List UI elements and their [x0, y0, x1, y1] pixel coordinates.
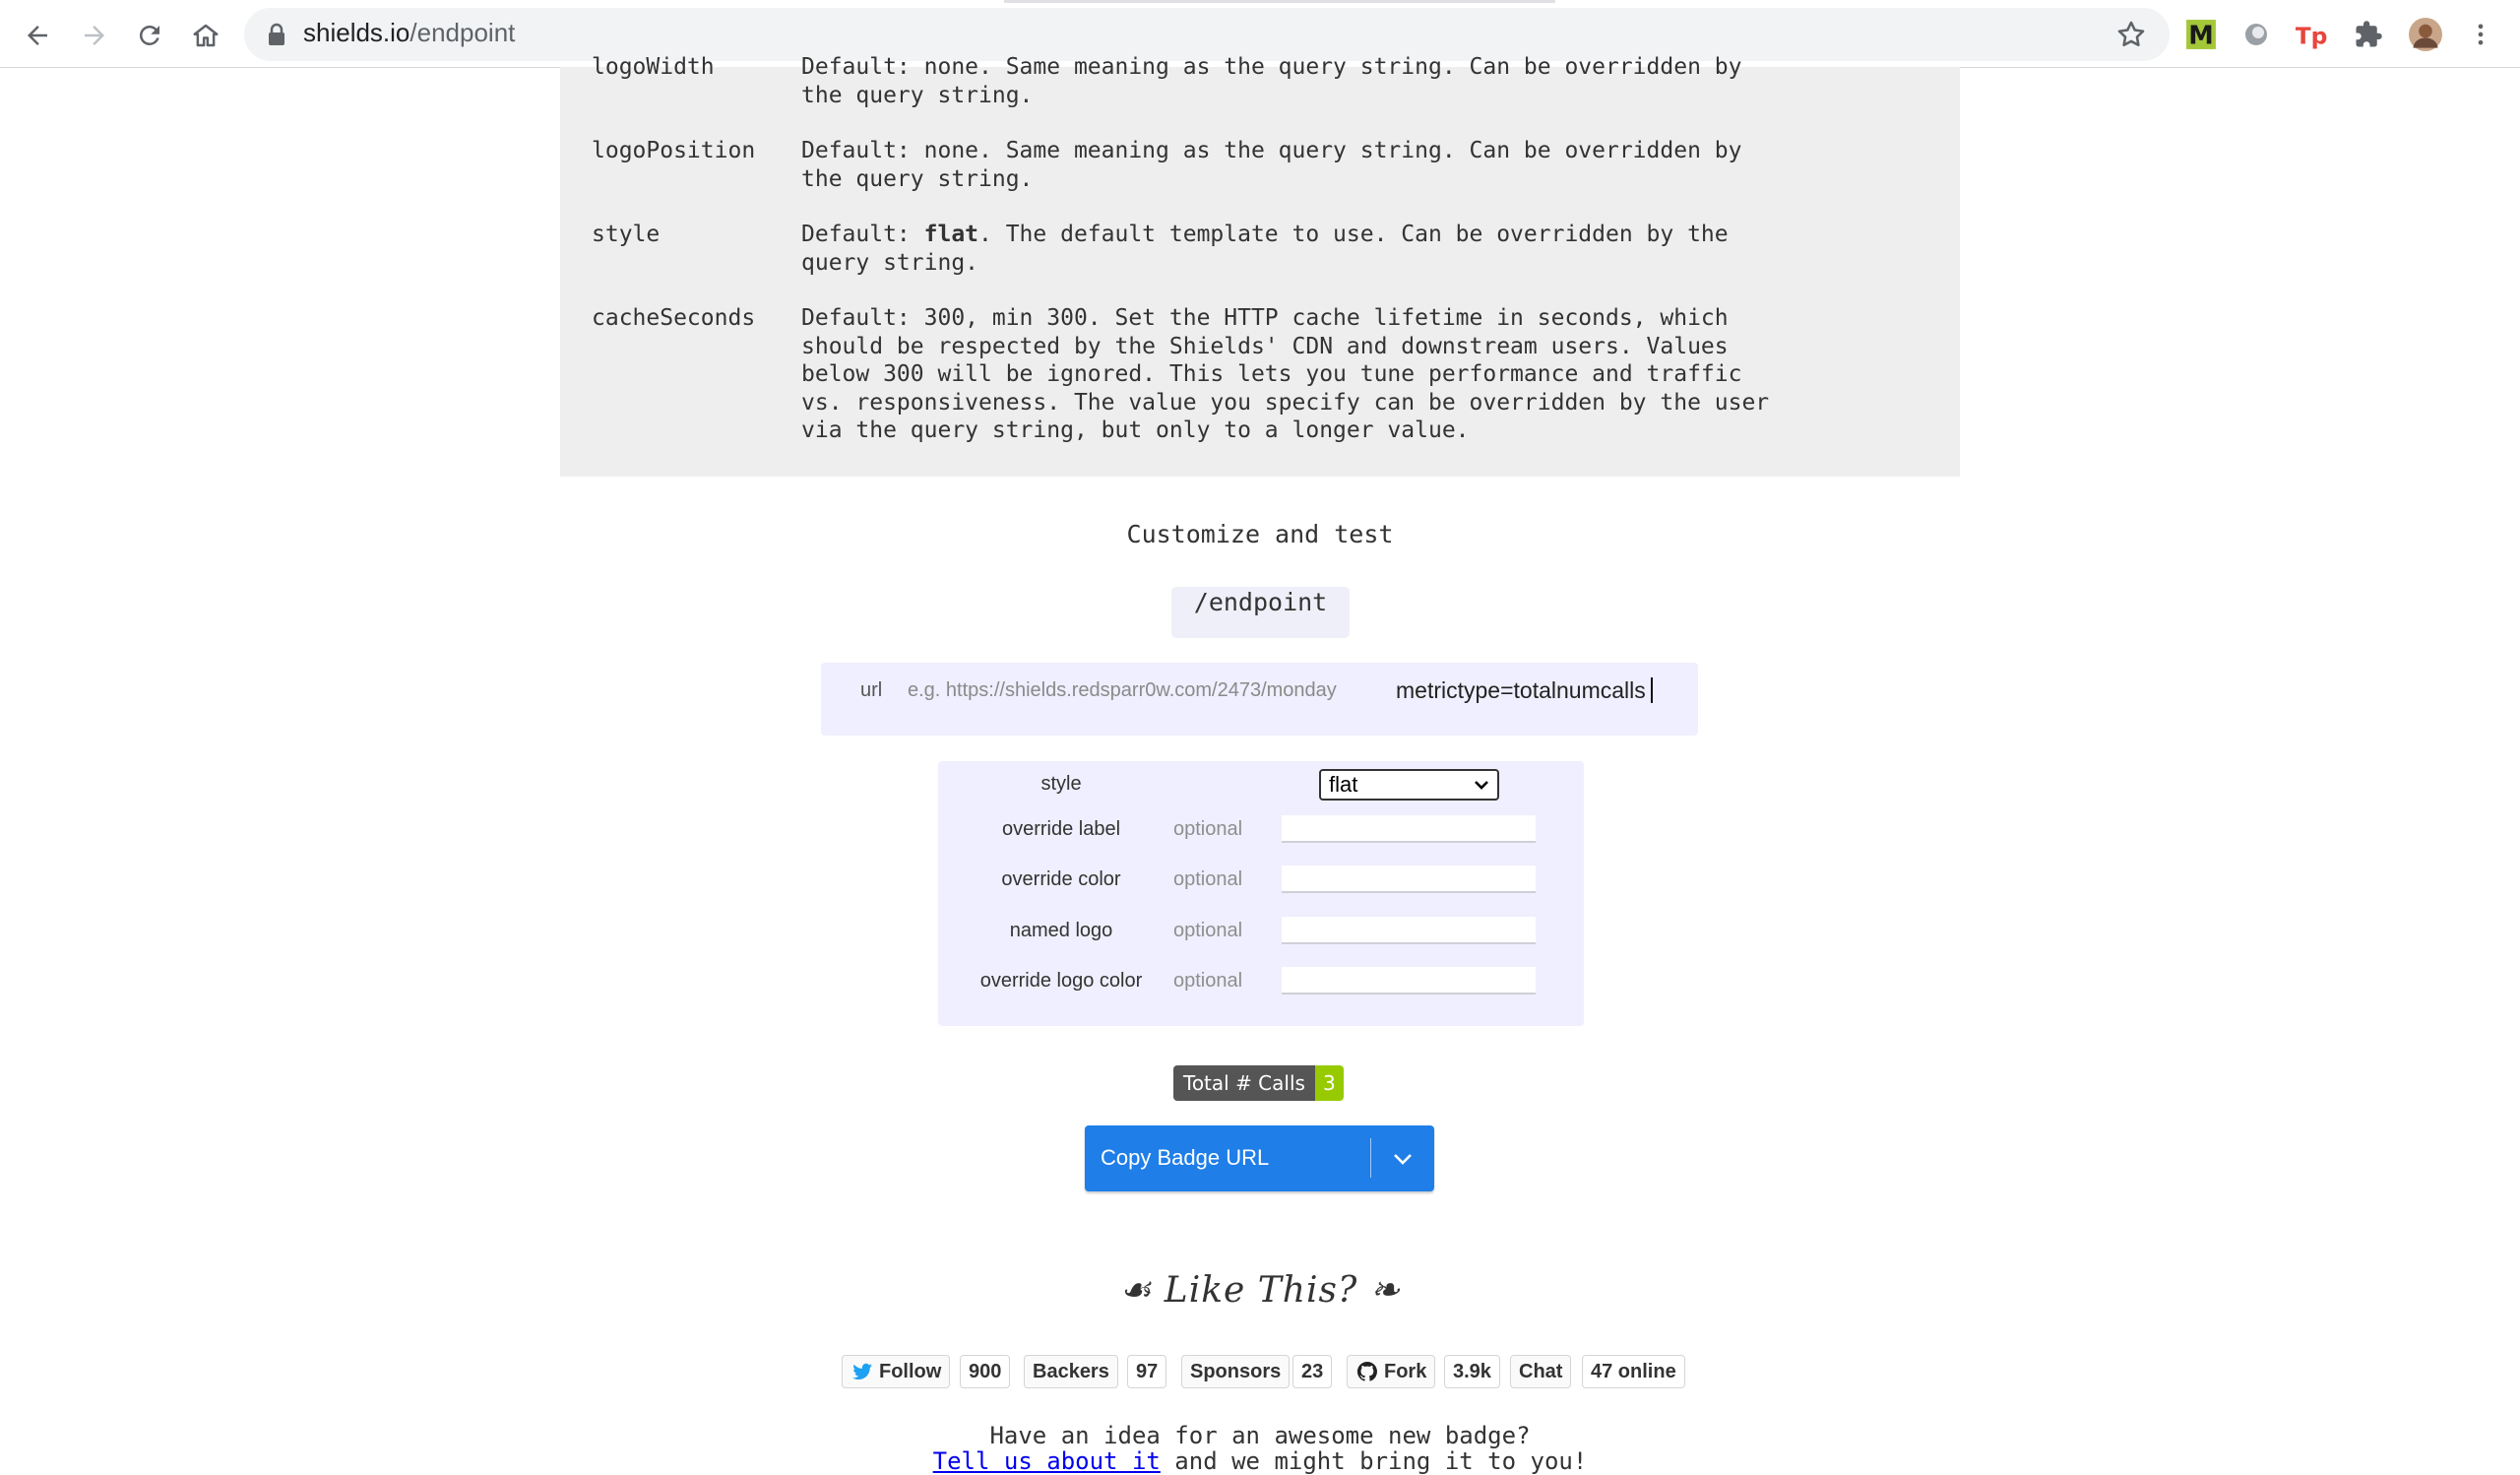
chat-label: Chat [1519, 1361, 1563, 1382]
named-logo-hint: optional [1173, 920, 1243, 941]
backers-label: Backers [1033, 1361, 1109, 1382]
badge-value: 3 [1315, 1065, 1344, 1101]
override-logo-color-hint: optional [1173, 970, 1243, 992]
reload-button[interactable] [130, 16, 169, 55]
customize-title: Customize and test [1126, 520, 1394, 548]
chat-online-count: 47 online [1582, 1355, 1685, 1388]
prop-desc-cacheseconds: Default: 300, min 300. Set the HTTP cache lifetime in seconds, which should be respected by the Shields' CDN and downstream users. Values below 300 will be ignored. This lets you tune performance and traffic vs. responsiveness. The value you specify can be overridden by the user via the query string, but only to a longer value. [801, 305, 1770, 443]
twitter-icon [850, 1360, 874, 1383]
bookmark-star-icon[interactable] [2114, 18, 2148, 51]
override-label-hint: optional [1173, 818, 1243, 840]
profile-avatar-icon[interactable] [2408, 17, 2443, 52]
extensions-puzzle-icon[interactable] [2351, 17, 2386, 52]
svg-text:Tp: Tp [2296, 22, 2327, 50]
forward-arrow-icon [80, 21, 109, 50]
style-select[interactable] [1319, 769, 1499, 801]
url-label: url [860, 679, 883, 701]
lock-icon [266, 22, 287, 47]
copy-button-divider [1370, 1138, 1371, 1178]
forward-button[interactable] [75, 16, 114, 55]
home-button[interactable] [186, 16, 225, 55]
badge-label: Total # Calls [1173, 1065, 1315, 1101]
chat-button[interactable] [1510, 1355, 1571, 1388]
active-tab-edge [1004, 0, 1555, 3]
chevron-down-icon [1472, 775, 1491, 795]
override-color-hint: optional [1173, 868, 1243, 890]
twitter-follow-count: 900 [960, 1355, 1010, 1388]
browser-menu-icon[interactable] [2463, 17, 2498, 52]
extension-m-icon[interactable] [2183, 17, 2219, 52]
prop-name-cacheseconds: cacheSeconds [592, 305, 756, 331]
prop-name-style: style [592, 222, 661, 247]
url-input-value: metrictype=totalnumcalls [1396, 677, 1646, 703]
prop-desc-style-pre: Default: [801, 222, 924, 247]
address-url[interactable] [303, 18, 515, 48]
prop-name-logowidth: logoWidth [592, 54, 715, 80]
prop-desc-logoposition: Default: none. Same meaning as the query string. Can be overridden by the query string. [801, 138, 1742, 192]
url-host: shields.io [303, 18, 410, 47]
override-label-label: override label [1001, 818, 1121, 840]
home-icon [191, 21, 220, 50]
named-logo-label: named logo [1009, 920, 1113, 941]
copy-options-chevron-icon[interactable] [1390, 1148, 1416, 1170]
override-logo-color-input[interactable] [1282, 967, 1536, 994]
backers-count: 97 [1127, 1355, 1166, 1388]
override-logo-color-label: override logo color [979, 970, 1143, 992]
twitter-follow-label: Follow [879, 1361, 942, 1382]
tell-us-link[interactable]: Tell us about it [932, 1447, 1161, 1475]
endpoint-path-label: /endpoint [1171, 587, 1350, 638]
badge-preview [1173, 1065, 1344, 1101]
url-input[interactable] [1396, 673, 1654, 710]
text-caret [1651, 677, 1653, 703]
github-icon [1355, 1360, 1379, 1383]
backers-button[interactable] [1024, 1355, 1118, 1388]
github-fork-label: Fork [1384, 1361, 1427, 1382]
prop-desc-style-post: . The default template to use. Can be overridden by the query string. [801, 222, 1729, 276]
style-label: style [1040, 773, 1082, 795]
prop-desc-style [801, 221, 1729, 277]
prop-desc-style-code: flat [923, 222, 979, 247]
prop-name-logoposition: logoPosition [592, 138, 756, 163]
url-path: /endpoint [410, 18, 516, 47]
extension-tp-icon[interactable] [2294, 17, 2329, 52]
back-button[interactable] [18, 16, 57, 55]
twitter-follow-button[interactable] [842, 1355, 950, 1388]
sponsors-count: 23 [1292, 1355, 1332, 1388]
new-badge-idea-rest: and we might bring it to you! [1160, 1447, 1588, 1475]
new-badge-idea-line [0, 1447, 2520, 1475]
url-placeholder-hint: e.g. https://shields.redsparr0w.com/2473/monday [908, 679, 1337, 701]
override-color-input[interactable] [1282, 866, 1536, 893]
back-arrow-icon [23, 21, 52, 50]
github-fork-count: 3.9k [1444, 1355, 1500, 1388]
override-color-label: override color [1001, 868, 1121, 890]
svg-text:M: M [2188, 21, 2214, 50]
prop-desc-logowidth: Default: none. Same meaning as the query string. Can be overridden by the query string. [801, 54, 1742, 108]
sponsors-label: Sponsors [1190, 1361, 1282, 1382]
extension-circle-icon[interactable] [2238, 17, 2274, 52]
override-label-input[interactable] [1282, 815, 1536, 843]
copy-badge-url-label: Copy Badge URL [1101, 1145, 1270, 1170]
reload-icon [135, 21, 164, 50]
new-badge-idea-text: Have an idea for an awesome new badge? [989, 1422, 1531, 1449]
style-select-value: flat [1329, 772, 1358, 797]
named-logo-input[interactable] [1282, 917, 1536, 944]
like-this-heading: ☙ Like This? ❧ [1119, 1270, 1401, 1311]
github-fork-button[interactable] [1347, 1355, 1435, 1388]
sponsors-button[interactable] [1181, 1355, 1290, 1388]
